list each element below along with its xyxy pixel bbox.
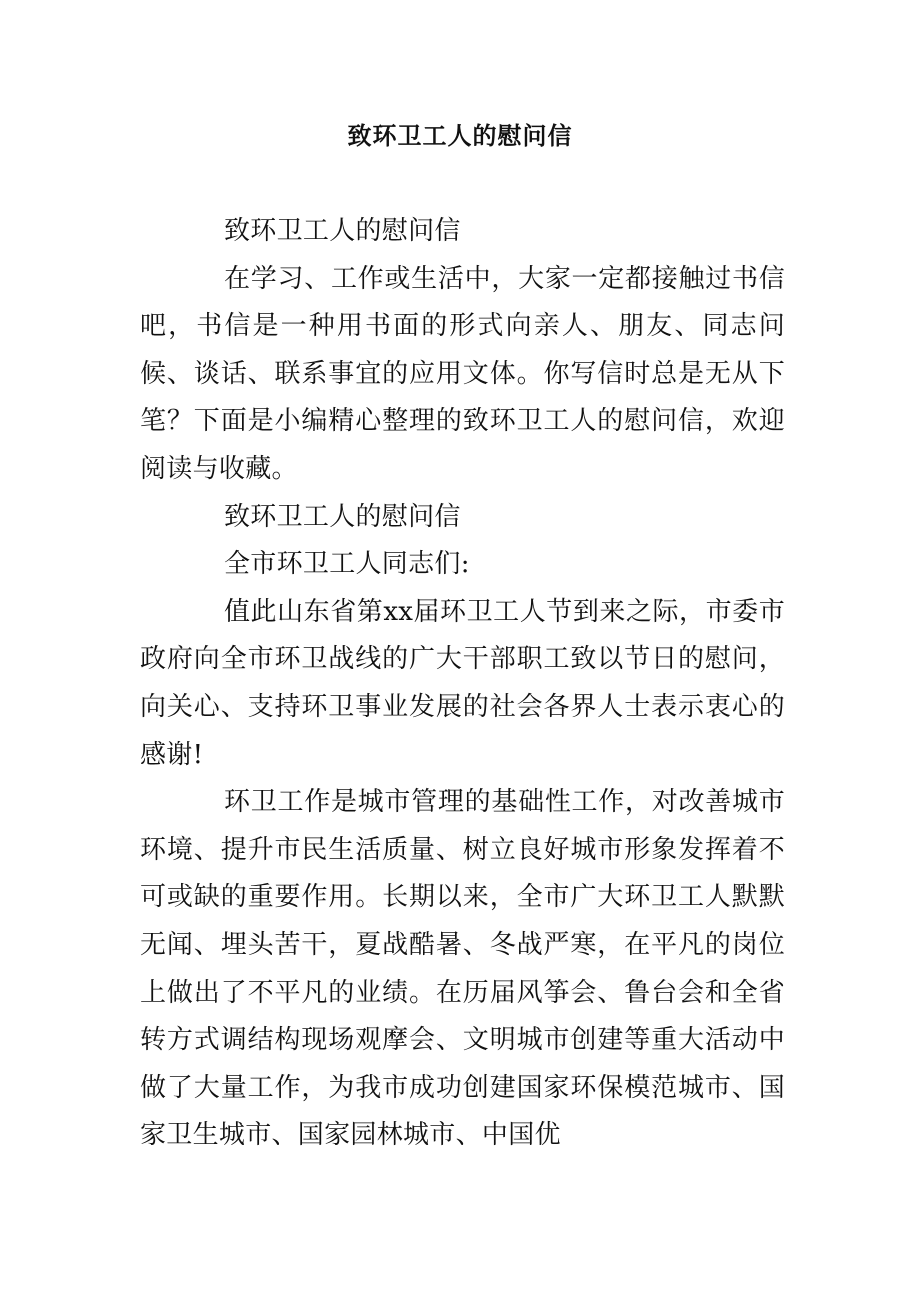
paragraph-salutation: 全市环卫工人同志们: xyxy=(224,549,470,580)
paragraph-letter-title: 致环卫工人的慰问信 xyxy=(224,501,461,532)
document-body xyxy=(140,208,785,1160)
paragraph-greeting: 值此山东省第xx届环卫工人节到来之际，市委市政府向全市环卫战线的广大干部职工致以节日的慰问，向关心、支持环卫事业发展的社会各界人士表示衷心的感谢! xyxy=(140,596,785,770)
paragraph-main: 环卫工作是城市管理的基础性工作，对改善城市环境、提升市民生活质量、树立良好城市形象发挥着不可或缺的重要作用。长期以来，全市广大环卫工人默默无闻、埋头苦干，夏战酷暑、冬战严寒，在平凡的岗位上做出了不平凡的业绩。在历届风筝会、鲁台会和全省转方式调结构现场观摩会、文明城市创建等重大活动中做了大量工作，为我市成功创建国家环保模范城市、国家卫生城市、国家园林城市、中国优 xyxy=(140,787,785,1151)
paragraph-heading-repeat: 致环卫工人的慰问信 xyxy=(224,216,461,246)
paragraph-intro: 在学习、工作或生活中，大家一定都接触过书信吧，书信是一种用书面的形式向亲人、朋友、同志问候、谈话、联系事宜的应用文体。你写信时总是无从下笔？下面是小编精心整理的致环卫工人的慰问信，欢迎阅读与收藏。 xyxy=(140,263,785,484)
document-title: 致环卫工人的慰问信 xyxy=(347,121,573,150)
